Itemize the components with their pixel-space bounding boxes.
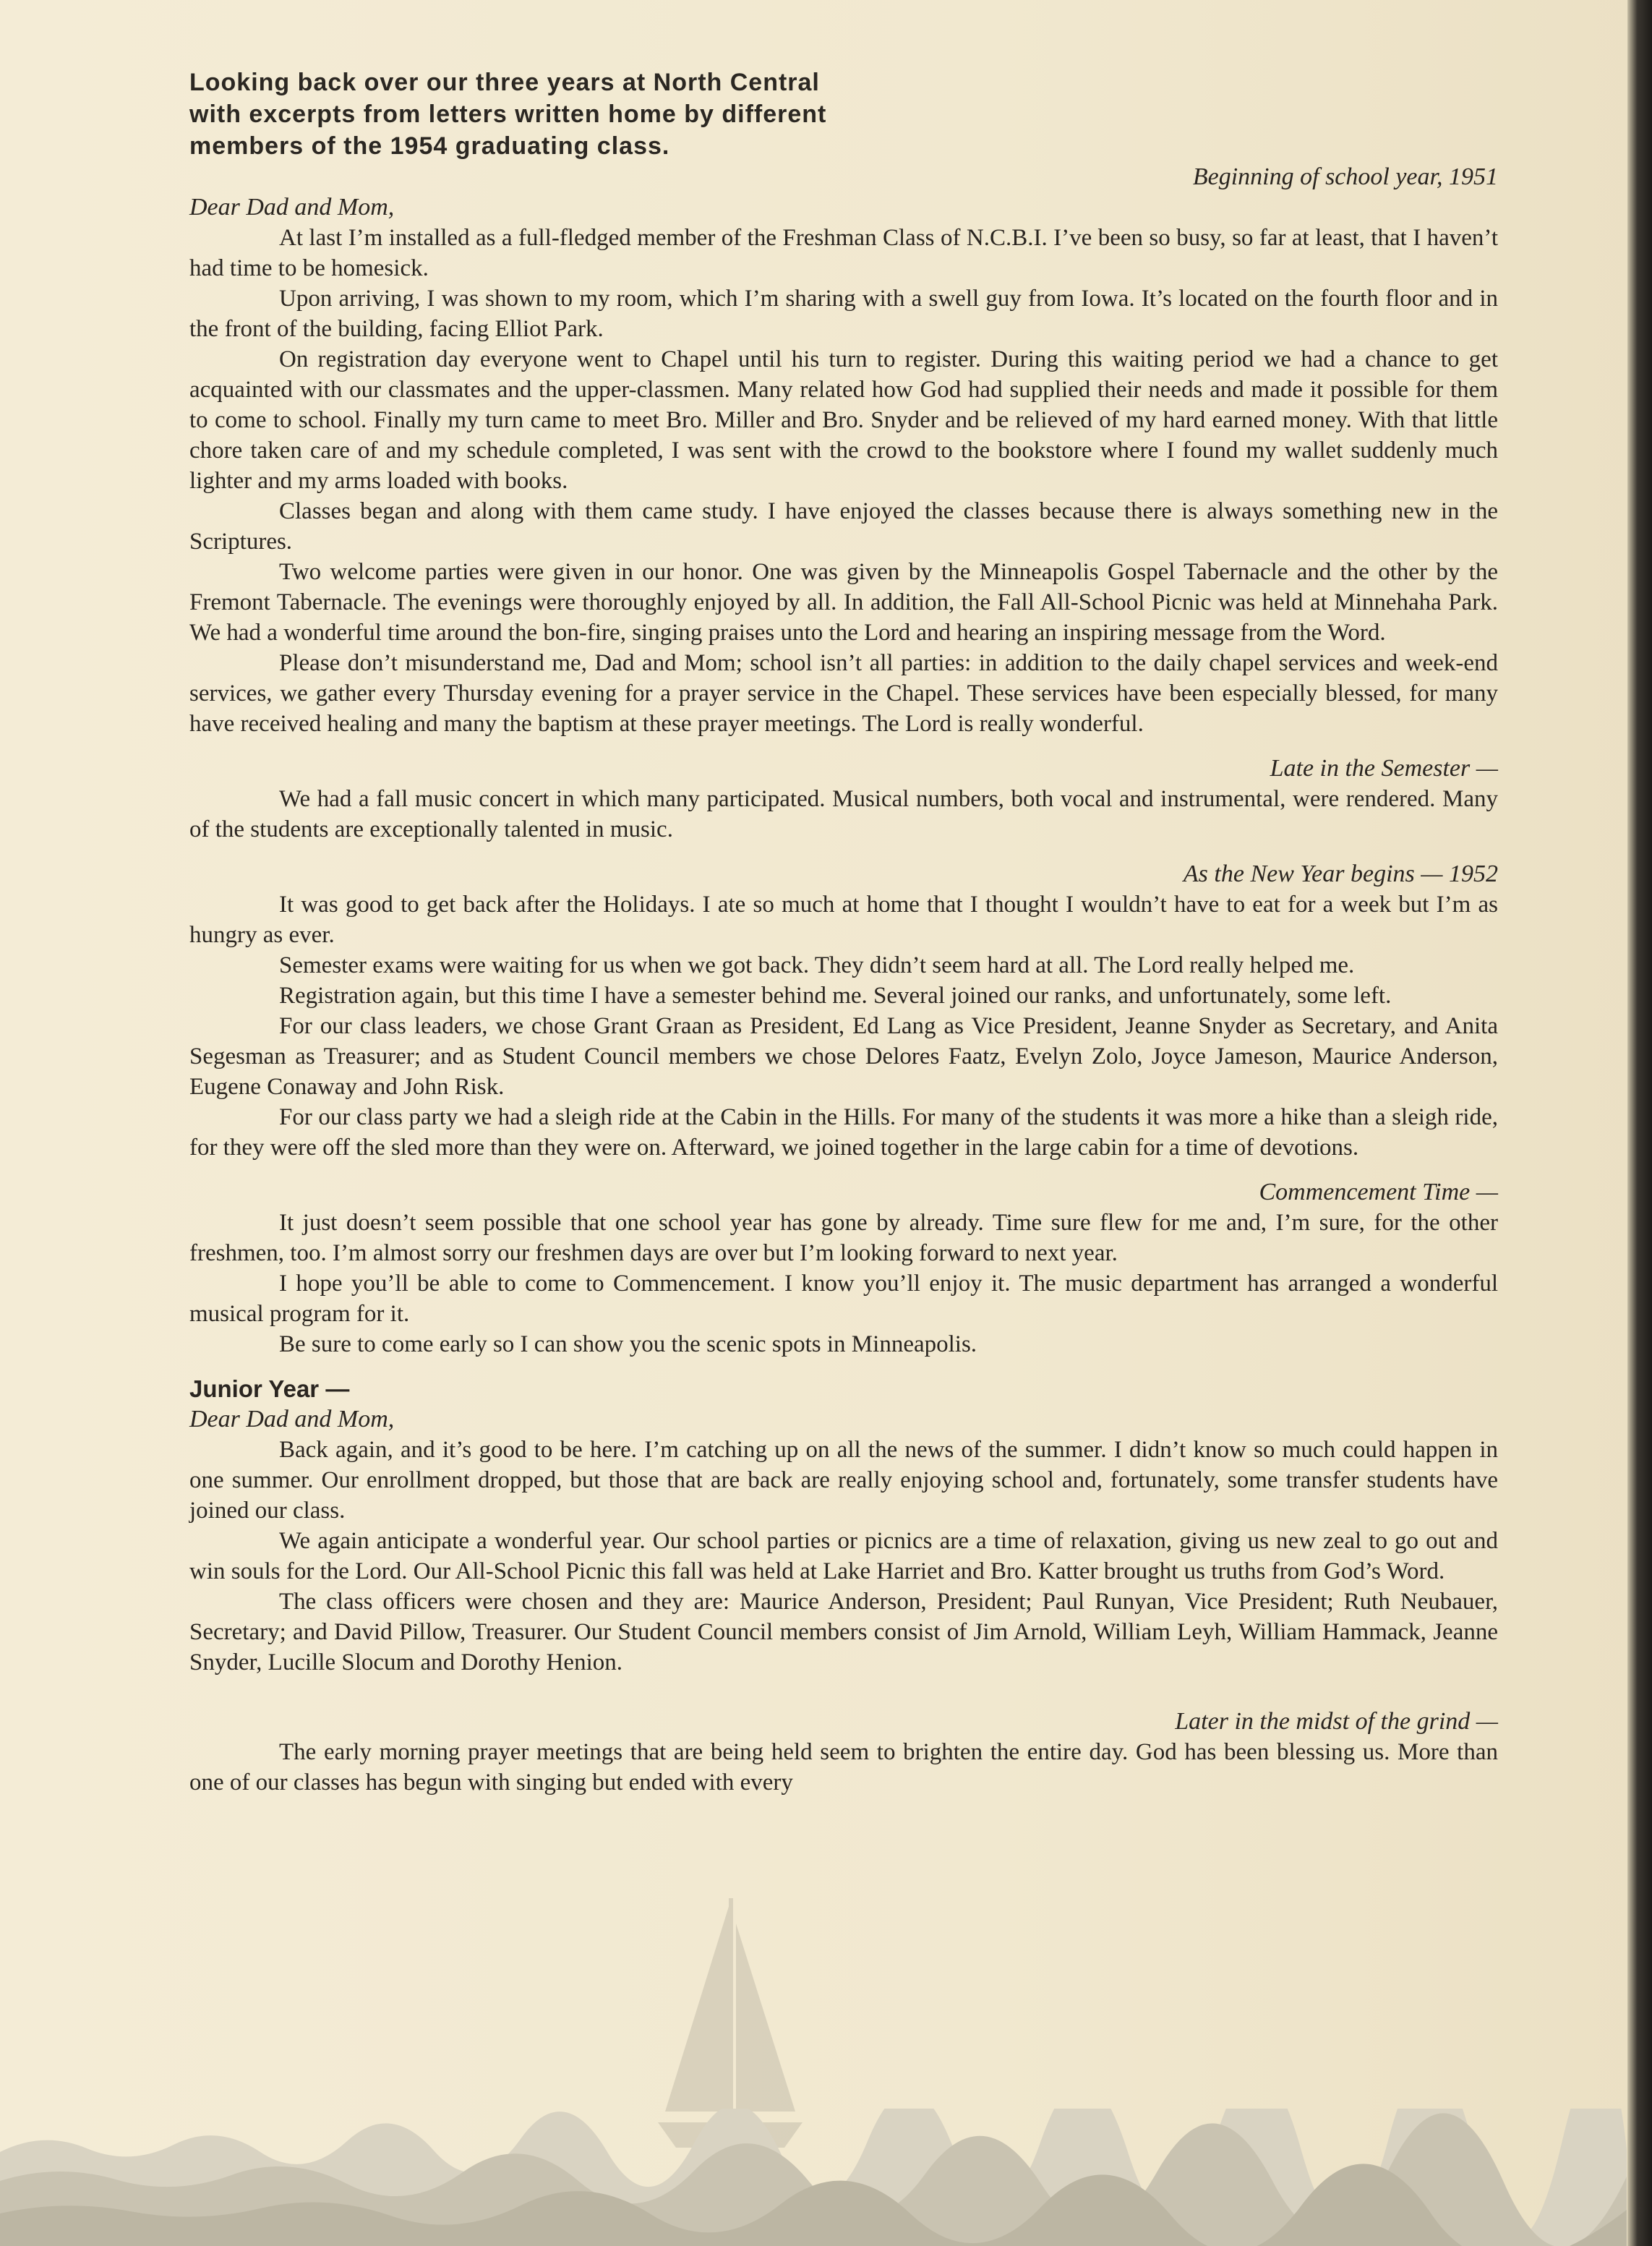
salutation: Dear Dad and Mom,	[189, 1406, 395, 1432]
paragraph: Upon arriving, I was shown to my room, which I’m sharing with a swell guy from Iowa. It’s located on the fourth floor and in the front of the building, facing Elliot Park.	[189, 286, 1498, 342]
paragraph: For our class party we had a sleigh ride at the Cabin in the Hills. For many of the students it was more a hike than a sleigh ride, for they were off the sled more than they were on. Afterward, we joined together in the large cabin for a time of devotions.	[189, 1104, 1498, 1161]
intro-text: Looking back over our three years at North Central with excerpts from letters written home by different members of the 1954 graduating class.	[189, 69, 827, 160]
salutation: Dear Dad and Mom,	[189, 194, 395, 221]
paragraph: We had a fall music concert in which many participated. Musical numbers, both vocal and instrumental, were rendered. Many of the students are exceptionally talented in music.	[189, 786, 1498, 842]
paragraph: The early morning prayer meetings that are being held seem to brighten the entire day. God has been blessing us. More than one of our classes has begun with singing but ended with every	[189, 1739, 1498, 1795]
letter-article	[189, 67, 1498, 1798]
paragraph: On registration day everyone went to Chapel until his turn to register. During this waiting period we had a chance to get acquainted with our classmates and the upper-classmen. Many related how God had supplied their needs and made it possible for them to come to school. Finally my turn came to meet Bro. Miller and Bro. Snyder and be relieved of my hard earned money. With that little chore taken care of and my schedule completed, I was sent with the crowd to the bookstore where I found my wallet suddenly much lighter and my arms loaded with books.	[189, 346, 1498, 494]
paragraph: Please don’t misunderstand me, Dad and Mom; school isn’t all parties: in addition to the daily chapel services and week-end services, we gather every Thursday evening for a prayer service in the Chapel. These services have been especially blessed, for many have received healing and many the baptism at these prayer meetings. The Lord is really wonderful.	[189, 650, 1498, 737]
junior-year-heading: Junior Year —	[189, 1375, 350, 1402]
dateline-beginning: Beginning of school year, 1951	[1192, 163, 1498, 190]
dateline-grind: Later in the midst of the grind —	[1175, 1708, 1498, 1735]
paragraph: It was good to get back after the Holidays. I ate so much at home that I thought I wouldn’t have to eat for a week but I’m as hungry as ever.	[189, 892, 1498, 948]
paragraph: Two welcome parties were given in our honor. One was given by the Minneapolis Gospel Tabernacle and the other by the Fremont Tabernacle. The evenings were thoroughly enjoyed by all. In addition, the Fall All-School Picnic was held at Minnehaha Park. We had a wonderful time around the bon-fire, singing praises unto the Lord and hearing an inspiring message from the Word.	[189, 559, 1498, 646]
paragraph: We again anticipate a wonderful year. Our school parties or picnics are a time of relaxation, giving us new zeal to go out and win souls for the Lord. Our All-School Picnic this fall was held at Lake Harriet and Bro. Katter brought us truths from God’s Word.	[189, 1528, 1498, 1584]
paragraph: Back again, and it’s good to be here. I’m catching up on all the news of the summer. I didn’t know so much could happen in one summer. Our enrollment dropped, but those that are back are really enjoying school and, fortunately, some transfer students have joined our class.	[189, 1437, 1498, 1524]
dateline-late-semester: Late in the Semester —	[1270, 755, 1498, 782]
paragraph: It just doesn’t seem possible that one school year has gone by already. Time sure flew for me and, I’m sure, for the other freshmen, too. I’m almost sorry our freshmen days are over but I’m looking forward to next year.	[189, 1210, 1498, 1266]
paragraph: At last I’m installed as a full-fledged member of the Freshman Class of N.C.B.I. I’ve been so busy, so far at least, that I haven’t had time to be homesick.	[189, 225, 1498, 281]
wave-decoration	[0, 2109, 1627, 2246]
paragraph: Be sure to come early so I can show you the scenic spots in Minneapolis.	[279, 1331, 977, 1357]
paragraph: Classes began and along with them came study. I have enjoyed the classes because there is always something new in the Scriptures.	[189, 498, 1498, 555]
paragraph: Registration again, but this time I have a semester behind me. Several joined our ranks, and unfortunately, some left.	[279, 983, 1392, 1009]
paragraph: I hope you’ll be able to come to Commencement. I know you’ll enjoy it. The music department has arranged a wonderful musical program for it.	[189, 1271, 1498, 1327]
dateline-commencement: Commencement Time —	[1259, 1179, 1498, 1205]
paragraph: Semester exams were waiting for us when we got back. They didn’t seem hard at all. The Lord really helped me.	[279, 952, 1355, 978]
paragraph: For our class leaders, we chose Grant Graan as President, Ed Lang as Vice President, Jeanne Snyder as Secretary, and Anita Segesman as Treasurer; and as Student Council members we chose Delores Faatz, Evelyn Zolo, Joyce Jameson, Maurice Anderson, Eugene Conaway and John Risk.	[189, 1013, 1498, 1100]
dateline-new-year: As the New Year begins — 1952	[1183, 861, 1498, 887]
page-edge-shadow	[1627, 0, 1652, 2246]
paragraph: The class officers were chosen and they are: Maurice Anderson, President; Paul Runyan, Vice President; Ruth Neubauer, Secretary; and David Pillow, Treasurer. Our Student Council members consist of Jim Arnold, William Leyh, William Hammack, Jeanne Snyder, Lucille Slocum and Dorothy Henion.	[189, 1589, 1498, 1675]
